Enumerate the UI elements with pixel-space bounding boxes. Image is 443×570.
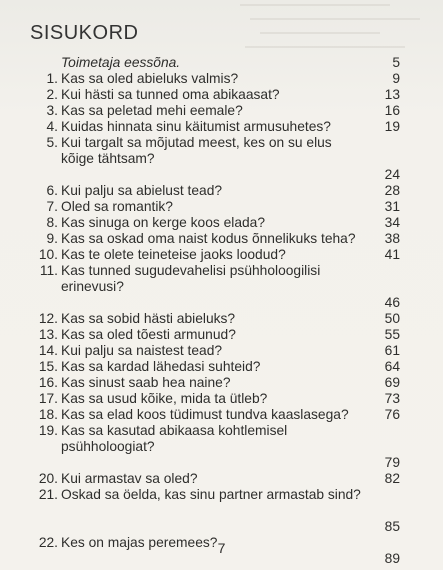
- entry-number: 16.: [38, 375, 58, 390]
- entry-page: 64: [384, 359, 400, 374]
- entry-title: Kas sa oled abieluks valmis?: [61, 71, 239, 86]
- page-number: 7: [217, 540, 226, 556]
- entry-number: 14.: [38, 343, 58, 358]
- entry-title: Kas sinuga on kerge koos elada?: [61, 215, 266, 230]
- entry-page: 50: [384, 311, 400, 326]
- entry-number: 2.: [46, 87, 58, 102]
- entry-title: Kas te olete teineteise jaoks loodud?: [61, 247, 286, 262]
- entry-title: Kas sinust saab hea naine?: [61, 375, 231, 390]
- entry-number: 5.: [46, 135, 58, 150]
- entry-number: 8.: [46, 215, 58, 230]
- entry-page: 41: [384, 247, 400, 262]
- entry-number: 17.: [38, 391, 58, 406]
- entry-page: 82: [384, 471, 400, 486]
- entry-number: 7.: [46, 199, 58, 214]
- entry-number: 4.: [46, 119, 58, 134]
- toc-entry: [34, 263, 400, 311]
- entry-page: 31: [384, 199, 400, 214]
- entry-page: 28: [384, 183, 400, 198]
- entry-title: Kas tunned sugudevahelisi psühholoogilisi erinevusi?: [61, 263, 321, 294]
- entry-number: 9.: [46, 231, 58, 246]
- entry-number: 20.: [38, 471, 58, 486]
- entry-page: 61: [384, 343, 400, 358]
- entry-number: 13.: [38, 327, 58, 342]
- entry-title: Kas sa sobid hästi abieluks?: [61, 311, 236, 326]
- toc-entry: [34, 87, 400, 103]
- toc-entry: [34, 71, 400, 87]
- entry-number: 3.: [46, 103, 58, 118]
- entry-number: 21.: [38, 487, 58, 502]
- entry-title: Kas sa kasutad abikaasa kohtlemisel psühholoogiat?: [61, 423, 288, 454]
- entry-title: Kas sa oskad oma naist kodus õnnelikuks teha?: [61, 231, 356, 246]
- entry-title: Kas sa peletad mehi eemale?: [61, 103, 243, 118]
- toc-entry: [34, 327, 400, 343]
- entry-title: Kui palju sa abielust tead?: [61, 183, 223, 198]
- entry-page: 38: [384, 231, 400, 246]
- toc-entry: [34, 199, 400, 215]
- bleed-through-text: [230, 0, 443, 58]
- toc-entry: [34, 119, 400, 135]
- entry-number: 15.: [38, 359, 58, 374]
- intro-page: 5: [392, 55, 400, 70]
- entry-page: 55: [384, 327, 400, 342]
- entry-number: 1.: [46, 71, 58, 86]
- toc-entry: [34, 183, 400, 199]
- entry-page: 34: [384, 215, 400, 230]
- entry-title: Kas sa kardad lähedasi suhteid?: [61, 359, 261, 374]
- entry-page: 24: [384, 167, 400, 182]
- toc-entry: [34, 343, 400, 359]
- page-title: SISUKORD: [30, 22, 139, 44]
- bleed-through-lines: [230, 0, 443, 58]
- entry-title: Kuidas hinnata sinu käitumist armusuhetes?: [61, 119, 331, 134]
- entry-number: 11.: [39, 263, 58, 278]
- entry-page: 76: [384, 407, 400, 422]
- toc-entry: [34, 215, 400, 231]
- table-of-contents: [34, 55, 400, 567]
- toc-entry: [34, 487, 400, 535]
- toc-entry: [34, 247, 400, 263]
- entry-number: 19.: [38, 423, 58, 438]
- entry-page: 85: [384, 519, 400, 534]
- entry-number: 12.: [38, 311, 58, 326]
- toc-entry: [34, 103, 400, 119]
- entry-number: 6.: [46, 183, 58, 198]
- entry-title: Kas sa oled tõesti armunud?: [61, 327, 236, 342]
- entry-title: Kes on majas peremees?: [61, 535, 218, 550]
- entry-page: 73: [384, 391, 400, 406]
- intro-label: Toimetaja eessõna.: [61, 55, 181, 70]
- entry-title: Kui targalt sa mõjutad meest, kes on su elus kõige tähtsam?: [61, 135, 332, 166]
- toc-entry: [34, 375, 400, 391]
- toc-intro: [34, 55, 400, 71]
- entry-title: Kas sa usud kõike, mida ta ütleb?: [61, 391, 268, 406]
- entry-page: 13: [384, 87, 400, 102]
- toc-entry: [34, 423, 400, 471]
- entry-page: 9: [392, 71, 400, 86]
- entry-title: Kui armastav sa oled?: [61, 471, 198, 486]
- entry-page: 79: [384, 455, 400, 470]
- entry-page: 69: [384, 375, 400, 390]
- entry-number: 18.: [38, 407, 58, 422]
- toc-entry: [34, 359, 400, 375]
- toc-entry: [34, 407, 400, 423]
- entry-title: Oskad sa öelda, kas sinu partner armastab sind?: [61, 487, 361, 502]
- toc-entry: [34, 471, 400, 487]
- entry-page: 89: [384, 551, 400, 566]
- entry-title: Kui palju sa naistest tead?: [61, 343, 223, 358]
- entry-title: Kui hästi sa tunned oma abikaasat?: [61, 87, 280, 102]
- entry-number: 22.: [38, 535, 58, 550]
- entry-page: 19: [384, 119, 400, 134]
- entry-page: 16: [384, 103, 400, 118]
- entry-title: Kas sa elad koos tüdimust tundva kaaslasega?: [61, 407, 349, 422]
- toc-entry: [34, 135, 400, 183]
- entry-title: Oled sa romantik?: [61, 199, 173, 214]
- entry-page: 46: [384, 295, 400, 310]
- toc-entry: [34, 311, 400, 327]
- toc-entry: [34, 391, 400, 407]
- entry-number: 10.: [38, 247, 58, 262]
- toc-entry: [34, 231, 400, 247]
